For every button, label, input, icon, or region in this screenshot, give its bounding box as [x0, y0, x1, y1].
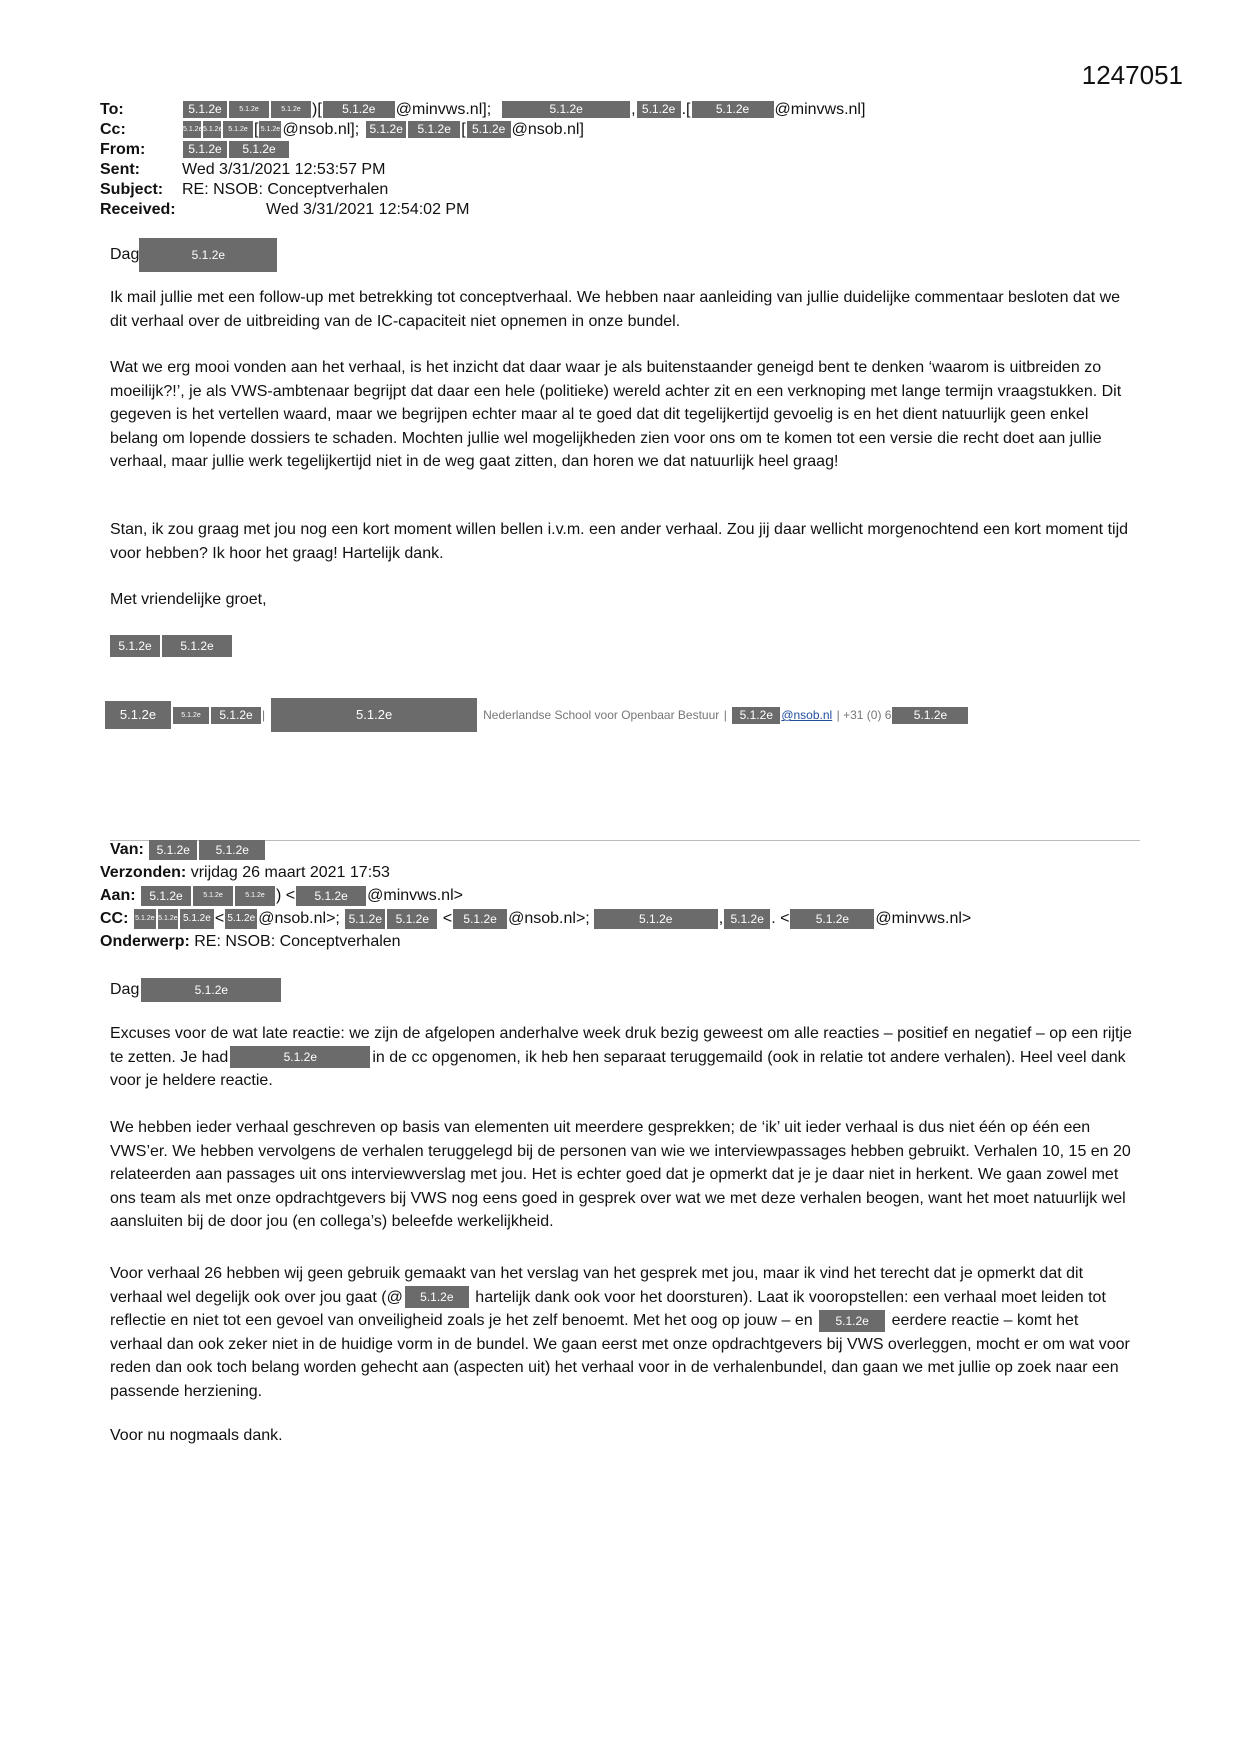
to-separator: )[ [312, 101, 322, 118]
redaction: 5.1.2e [180, 909, 214, 929]
redaction: 5.1.2e [183, 141, 227, 158]
redaction: 5.1.2e [141, 978, 281, 1002]
paragraph: Wat we erg mooi vonden aan het verhaal, is het inzicht dat daar waar je als buitenstaander geneigd bent te denken ‘waarom is uitbreiden zo moeilijk?!’, je als VWS-ambtenaar begrijpt dat daar een hele (politieke) wereld achter zit en een verknoping met lange termijn vraagstukken. Dit gegeven is het vertellen waard, maar we begrijpen echter maar al te goed dat dit tegelijkertijd gevoelig is en het dient natuurlijk geen enkel belang om lopende dossiers te schaden. Mochten jullie wel mogelijkheden zien voor ons om te komen tot een versie die recht doet aan jullie verhaal, maar jullie werk tegelijkertijd niet in de weg gaat zitten, dan horen we dat natuurlijk heel graag! [110, 359, 1122, 470]
email2-paragraph-3 [110, 1262, 1135, 1403]
cc-label: Cc: [100, 121, 126, 138]
onderwerp-label: Onderwerp: [100, 933, 190, 950]
email1-paragraph-3 [110, 518, 1135, 565]
email1-closing [110, 588, 1135, 612]
to-separator: , [631, 101, 636, 118]
header-sent [100, 160, 385, 179]
email2-paragraph-1 [110, 1022, 1135, 1093]
redaction: 5.1.2e [405, 1286, 469, 1308]
sig-phone: | +31 (0) 6 [836, 708, 892, 723]
text: eerdere reactie – komt het verhaal dan ook zeker niet in de huidige vorm in de bundel. We gaan eerst met onze opdrachtgevers bij VWS overleggen, mocht er om wat voor reden dan ook toch belang worden gehecht aan (aspecten uit) het verhaal voor in de verhalenbundel, dan gaan we met jullie op zoek naar een passende herziening. [110, 1312, 1130, 1400]
cc2-lt: < [214, 910, 225, 927]
sig-org: Nederlandse School voor Openbaar Bestuur [483, 708, 720, 723]
redaction: 5.1.2e [453, 909, 507, 929]
redaction: 5.1.2e [790, 909, 874, 929]
redaction: 5.1.2e [225, 909, 257, 929]
aan-separator: ) < [276, 887, 296, 904]
redaction: 5.1.2e [259, 121, 281, 138]
redaction: 5.1.2e [892, 707, 968, 724]
paragraph [110, 1262, 1135, 1403]
email2-paragraph-4 [110, 1424, 1135, 1448]
signature-name [110, 634, 1135, 658]
redaction: 5.1.2e [408, 121, 460, 138]
redaction: 5.1.2e [173, 707, 209, 724]
to-domain: @minvws.nl] [774, 101, 866, 118]
from-label: From: [100, 141, 146, 158]
cc2-label: CC: [100, 910, 129, 927]
redaction: 5.1.2e [637, 101, 681, 118]
closing: Met vriendelijke groet, [110, 591, 267, 608]
paragraph [110, 1022, 1135, 1093]
redaction: 5.1.2e [139, 238, 277, 272]
cc-separator: [ [461, 121, 466, 138]
cc-separator: [ [254, 121, 259, 138]
header-to [100, 100, 865, 119]
redaction: 5.1.2e [141, 886, 191, 906]
header2-onderwerp [100, 930, 401, 953]
aan-label: Aan: [100, 887, 136, 904]
paragraph: Ik mail jullie met een follow-up met betrekking tot conceptverhaal. We hebben naar aanleiding van jullie duidelijke commentaar besloten dat we dit verhaal over de uitbreiding van de IC-capaciteit niet opnemen in onze bundel. [110, 289, 1121, 330]
redaction: 5.1.2e [692, 101, 774, 118]
redaction: 5.1.2e [223, 121, 253, 138]
paragraph: Stan, ik zou graag met jou nog een kort moment willen bellen i.v.m. een ander verhaal. Zou jij daar wellicht morgenochtend een kort moment tijd voor hebben? Ik hoor het graag! Hartelijk dank. [110, 521, 1129, 562]
text: hartelijk dank ook voor het doorsturen). Laat ik vooropstellen: een verhaal moet leiden tot reflectie en niet tot een gevoel van onveiligheid zoals je het zelf benoemt. Met het oog op jouw – en [110, 1288, 1106, 1329]
cc2-domain: @nsob.nl>; [258, 910, 340, 927]
greeting: Dag [110, 246, 140, 264]
to-label: To: [100, 101, 124, 118]
redaction: 5.1.2e [724, 909, 770, 929]
redaction: 5.1.2e [366, 121, 406, 138]
redaction: 5.1.2e [271, 698, 477, 732]
redaction: 5.1.2e [149, 840, 197, 860]
redaction: 5.1.2e [110, 635, 160, 657]
redaction: 5.1.2e [323, 101, 395, 118]
redaction: 5.1.2e [235, 886, 275, 906]
redaction: 5.1.2e [230, 1046, 370, 1068]
header2-aan [100, 884, 463, 907]
van-label: Van: [110, 841, 144, 858]
text: Excuses voor de wat late reactie: we zijn de afgelopen anderhalve week druk bezig geweest om alle reacties – positief en negatief – op een rijtje te zetten. Je had [110, 1025, 1132, 1066]
redaction: 5.1.2e [229, 101, 269, 118]
cc2-domain: @minvws.nl> [875, 910, 972, 927]
signature-line [104, 698, 1144, 732]
verzonden-label: Verzonden: [100, 864, 187, 881]
redaction: 5.1.2e [594, 909, 718, 929]
redaction: 5.1.2e [105, 701, 171, 729]
header-subject [100, 180, 388, 199]
verzonden-value: vrijdag 26 maart 2021 17:53 [190, 864, 390, 881]
email1-paragraph-2 [110, 356, 1135, 474]
redaction: 5.1.2e [134, 909, 156, 929]
header-received [100, 200, 469, 219]
redaction: 5.1.2e [296, 886, 366, 906]
cc2-domain: @nsob.nl>; [508, 910, 590, 927]
redaction: 5.1.2e [203, 121, 221, 138]
redaction: 5.1.2e [183, 101, 227, 118]
to-separator: .[ [681, 101, 691, 118]
redaction: 5.1.2e [183, 121, 201, 138]
redaction: 5.1.2e [199, 840, 265, 860]
cc-domain: @nsob.nl]; [282, 121, 360, 138]
redaction: 5.1.2e [193, 886, 233, 906]
header-cc [100, 120, 584, 139]
text: Voor verhaal 26 hebben wij geen gebruik gemaakt van het verslag van het gesprek met jou, maar ik vind het terecht dat je opmerkt dat dit verhaal wel degelijk ook over jou gaat (@ [110, 1265, 1084, 1306]
email1-greeting [110, 238, 1135, 272]
paragraph: We hebben ieder verhaal geschreven op basis van elementen uit meerdere gesprekken; de ‘ik’ uit ieder verhaal is dus niet één op één een VWS’er. We hebben vervolgens de verhalen teruggelegd bij de personen van wie we interviewpassages hebben gebruikt. Verhalen 10, 15 en 20 relateerden aan passages uit ons interviewverslag met jou. Het is echter goed dat je opmerkt dat je je daar niet in herkent. We gaan zowel met ons team als met onze opdrachtgevers bij VWS nog eens goed in gesprek over wat we met deze verhalen beogen, want het moet natuurlijk wel aansluiten bij de door jou (en collega’s) beleefde werkelijkheid. [110, 1119, 1131, 1230]
redaction: 5.1.2e [271, 101, 311, 118]
cc-domain: @nsob.nl] [511, 121, 584, 138]
sig-pipe: | [723, 708, 727, 723]
greeting: Dag [110, 981, 140, 999]
cc2-lt: < [442, 910, 453, 927]
header2-cc [100, 907, 971, 930]
redaction: 5.1.2e [211, 707, 261, 724]
redaction: 5.1.2e [345, 909, 385, 929]
sent-label: Sent: [100, 161, 140, 178]
text: in de cc opgenomen, ik heb hen separaat teruggemaild (ook in relatie tot andere verhalen). Heel veel dank voor je heldere reactie. [110, 1048, 1126, 1089]
paragraph: Voor nu nogmaals dank. [110, 1427, 283, 1444]
redaction: 5.1.2e [732, 707, 780, 724]
email2-paragraph-2 [110, 1116, 1135, 1234]
header-from [100, 140, 290, 159]
redaction: 5.1.2e [158, 909, 178, 929]
document-number: 1247051 [1081, 60, 1183, 90]
received-label: Received: [100, 201, 176, 218]
onderwerp-value: RE: NSOB: Conceptverhalen [194, 933, 401, 950]
header2-van [110, 838, 266, 861]
redaction: 5.1.2e [467, 121, 511, 138]
cc2-comma: , [718, 910, 724, 927]
email1-paragraph-1 [110, 286, 1135, 333]
cc2-dot: . < [771, 910, 790, 927]
sent-value: Wed 3/31/2021 12:53:57 PM [182, 161, 386, 178]
to-domain: @minvws.nl]; [395, 101, 492, 118]
subject-label: Subject: [100, 181, 164, 198]
sig-pipe: | [262, 708, 266, 723]
redaction: 5.1.2e [229, 141, 289, 158]
aan-domain: @minvws.nl> [367, 887, 463, 904]
sig-email-link[interactable]: @nsob.nl [781, 708, 833, 723]
redaction: 5.1.2e [387, 909, 437, 929]
redaction: 5.1.2e [502, 101, 630, 118]
subject-value: RE: NSOB: Conceptverhalen [182, 181, 389, 198]
redaction: 5.1.2e [162, 635, 232, 657]
redaction: 5.1.2e [819, 1310, 885, 1332]
received-value: Wed 3/31/2021 12:54:02 PM [266, 201, 470, 218]
email2-greeting [110, 978, 1135, 1002]
header2-verzonden [100, 861, 390, 884]
